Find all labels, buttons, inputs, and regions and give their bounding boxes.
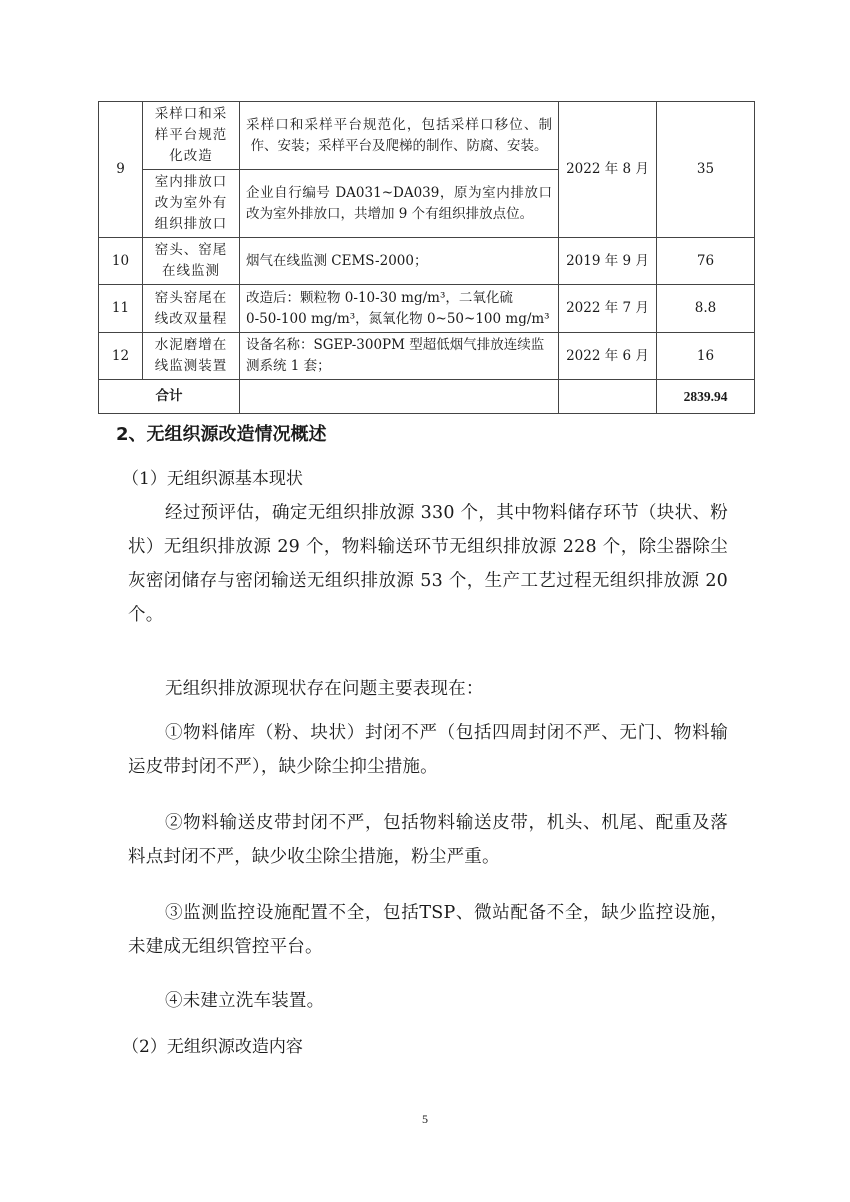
list-item: ②物料输送皮带封闭不严，包括物料输送皮带，机头、机尾、配重及落料点封闭不严，缺少收尘除尘措施，粉尘严重。 — [128, 813, 728, 867]
empty-cell — [240, 380, 559, 414]
section-heading: 2、无组织源改造情况概述 — [116, 424, 327, 445]
project-description: 设备名称：SGEP-300PM 型超低烟气排放连续监测系统 1 套； — [240, 333, 559, 380]
table-row — [99, 238, 755, 285]
table-row — [99, 333, 755, 380]
row-number: 10 — [99, 238, 143, 285]
list-item: ④未建立洗车装置。 — [165, 991, 325, 1011]
investment-amount: 76 — [657, 238, 755, 285]
table-row — [99, 102, 755, 170]
investment-table — [98, 101, 755, 414]
investment-amount: 8.8 — [657, 285, 755, 333]
project-description: 烟气在线监测 CEMS-2000； — [240, 238, 559, 285]
row-number: 12 — [99, 333, 143, 380]
description-line: 改造后：颗粒物 0-10-30 mg/m³，二氧化硫 — [246, 289, 513, 306]
project-description: 企业自行编号 DA031~DA039，原为室内排放口改为室外排放口，共增加 9 个有组织排放点位。 — [240, 170, 559, 238]
paragraph: 无组织排放源现状存在问题主要表现在： — [165, 679, 484, 699]
table-row — [99, 285, 755, 333]
project-description — [240, 285, 559, 333]
list-item: ①物料储库（粉、块状）封闭不严（包括四周封闭不严、无门、物料输运皮带封闭不严），缺少除尘抑尘措施。 — [128, 723, 728, 777]
project-name: 水泥磨增在线监测装置 — [143, 333, 240, 380]
description-line: 0-50-100 mg/m³，氮氧化物 0~50~100 mg/m³ — [246, 310, 550, 327]
table-total-row — [99, 380, 755, 414]
project-description: 采样口和采样平台规范化，包括采样口移位、制作、安装；采样平台及爬梯的制作、防腐、安装。 — [240, 102, 559, 170]
investment-amount: 16 — [657, 333, 755, 380]
investment-amount: 35 — [657, 102, 755, 238]
total-value: 2839.94 — [657, 380, 755, 414]
completion-date: 2022 年 6 月 — [559, 333, 657, 380]
completion-date: 2019 年 9 月 — [559, 238, 657, 285]
completion-date: 2022 年 8 月 — [559, 102, 657, 238]
empty-cell — [559, 380, 657, 414]
project-name: 采样口和采样平台规范化改造 — [143, 102, 240, 170]
completion-date: 2022 年 7 月 — [559, 285, 657, 333]
list-item: ③监测监控设施配置不全，包括TSP、微站配备不全，缺少监控设施，未建成无组织管控平台。 — [128, 903, 728, 957]
subsection-heading: （1）无组织源基本现状 — [122, 469, 303, 489]
row-number: 9 — [99, 102, 143, 238]
total-label: 合计 — [99, 380, 240, 414]
subsection-heading: （2）无组织源改造内容 — [122, 1037, 303, 1057]
paragraph: 经过预评估，确定无组织排放源 330 个，其中物料储存环节（块状、粉状）无组织排放源 29 个，物料输送环节无组织排放源 228 个，除尘器除尘灰密闭储存与密闭输送无组织排放源 53 个，生产工艺过程无组织排放源 20 个。 — [128, 503, 728, 625]
page-number: 5 — [422, 1112, 428, 1126]
project-name: 窑头、窑尾在线监测 — [143, 238, 240, 285]
project-name: 室内排放口改为室外有组织排放口 — [143, 170, 240, 238]
row-number: 11 — [99, 285, 143, 333]
project-name: 窑头窑尾在线改双量程 — [143, 285, 240, 333]
